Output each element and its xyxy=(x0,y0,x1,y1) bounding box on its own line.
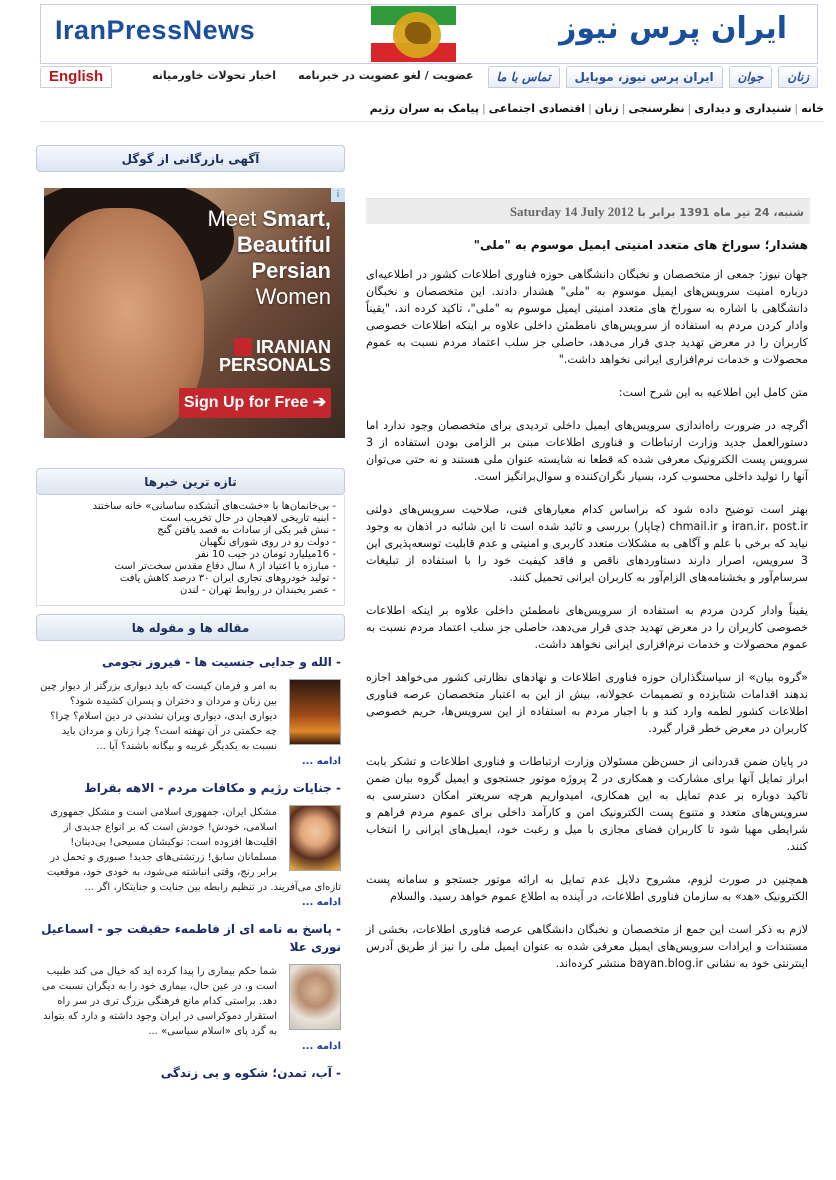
ads-header: آگهی بازرگانی از گوگل xyxy=(36,145,345,172)
article-paragraph: متن کامل این اطلاعیه به این شرح است: xyxy=(618,386,808,399)
category-audio-video[interactable]: شنیداری و دیداری xyxy=(694,102,792,115)
category-polls[interactable]: نظرسنجی xyxy=(628,102,685,115)
articles-header: مقاله ها و مقوله ها xyxy=(36,614,345,641)
lion-and-sun-flag-icon xyxy=(371,6,456,62)
main-article xyxy=(366,198,810,988)
read-more-link[interactable]: ادامه ... xyxy=(301,756,341,767)
sidebar xyxy=(36,145,345,1090)
news-link[interactable]: - بی‌خانمان‌ها با «خشت‌های آتشکده ساسانی» خانه ساختند xyxy=(92,501,336,512)
article-paragraph: بهتر است توضیح داده شود که براساس کدام معیارهای فنی، صلاحیت سرویس‌های دولتی iran.ir، post.ir و chmail.ir (چاپار) بررسی و تائید شده است تا این شائبه در اذهان به وجود نیاید که برخی با علم و آگاهی به مشکلات متعدد کاربری و امنیتی و عدم قابلیت توسعه‌پذیری این 3 سرویس، اصرار دارند دستاوردهای ناقص و فاقد کیفیت خود را با استفاده از تبلیغات سرسام‌آور و بخشنامه‌های الزام‌آور به کاربران ایرانی تحمیل کنند. xyxy=(366,503,808,584)
site-logo-english[interactable]: IranPressNews xyxy=(55,15,256,45)
article-date-persian: شنبه، 24 تیر ماه 1391 برابر با xyxy=(637,206,804,219)
tab-women[interactable]: زنان xyxy=(778,66,818,88)
article-date xyxy=(366,198,810,224)
site-logo-persian[interactable]: ایران پرس نیوز xyxy=(559,11,787,46)
newsletter-subscribe-link[interactable]: عضویت / لغو عضویت در خبرنامه xyxy=(290,66,481,88)
tab-english[interactable]: English xyxy=(40,66,112,88)
article-item-excerpt: به امر و فرمان کیست که باید دیواری بزرگتر از دیوار چین بین زنان و مردان و دختران و پسران کشیده شود؟ دیواری ابدی، دیواری ویران نشدنی در دین اسلام؟ چرا؟ چه حکمتی در آن نهفته است؟ چرا زنان و مردان باید نسبت به یکدیگر غریبه و بیگانه باشند؟ آیا ... xyxy=(40,681,277,752)
article-item xyxy=(36,653,345,767)
heart-icon xyxy=(234,338,252,356)
ad-line-4: Women xyxy=(255,284,331,309)
category-bar: خانه|شنیداری و دیداری|نظرسنجی|زنان|اقتصادی اجتماعی|پیامک به سران رژیم xyxy=(40,102,824,122)
article-date-english: Saturday 14 July 2012 xyxy=(509,204,634,219)
latest-news-section xyxy=(36,468,345,606)
article-paragraph: لازم به ذکر است این جمع از متخصصان و نخبگان دانشگاهی عرصه فناوری اطلاعات، بخشی از مستندات و ایرادات سرویس‌های ایمیل معرفی شده به عنوان ایمیل ملی را نیز از طریق آدرس اینترنتی خود به نشانی bayan.blog.ir منتشر کرده‌اند. xyxy=(366,923,808,970)
ad-signup-button[interactable]: Sign Up for Free ➔ xyxy=(179,388,331,418)
news-link[interactable]: - نبش قبر یکی از سادات به قصد یافتن گنج xyxy=(157,525,336,536)
latest-news-header: تازه ترین خبرها xyxy=(36,468,345,495)
article-title: هشدار؛ سوراخ های متعدد امنیتی ایمیل موسوم به "ملی" xyxy=(473,238,808,252)
article-item-title[interactable]: - الله و جدایی جنسیت ها - فیروز نجومی xyxy=(102,655,341,669)
ad-line-2: Beautiful xyxy=(236,232,331,257)
article-item xyxy=(36,1064,345,1082)
article-paragraph: یقیناً وادار کردن مردم به استفاده از سرویس‌های نامطمئن داخلی علاوه بر اینکه اطلاعات خصوصی کاربران را در معرض تهدید جدی قرار می‌دهد، حاصلی جز سلب اعتماد مردم نسبت به عموم محصولات و خدمات نرم‌افزاری ایرانی نخواهد داشت. xyxy=(366,604,808,651)
site-header xyxy=(40,4,818,64)
article-item-title[interactable]: - جنایات رژیم و مکافات مردم - الاهه بقراط xyxy=(84,781,341,795)
ad-brand-1: IRANIAN xyxy=(256,337,331,357)
article-item-excerpt: شما حکم بیماری را پیدا کرده اید که خیال می کند طبیب است و، در عین حال، بیماری خود را به دیگران نسبت می دهد. براستی کدام مانع فرهنگی بزرگ تری در سر راه استقرار دموکراسی در ایران وجود داشته و دارد که بتواند به گرد پای «اسلام سیاسی» ... xyxy=(41,966,277,1037)
middle-east-news-link[interactable]: اخبار تحولات خاورمیانه xyxy=(144,66,284,88)
articles-section xyxy=(36,614,345,1082)
article-item xyxy=(36,779,345,908)
category-sms-to-leaders[interactable]: پیامک به سران رژیم xyxy=(369,102,480,115)
category-socioeconomic[interactable]: اقتصادی اجتماعی xyxy=(488,102,586,115)
ad-line-1: Meet xyxy=(207,206,257,231)
author-photo xyxy=(289,679,341,745)
article-paragraph: همچنین در صورت لزوم، مشروح دلایل عدم تمایل به ارائه موتور جستجو و سامانه پست الکترونیک «هد» به سازمان فناوری اطلاعات، در آینده به اطلاع عموم خواهد رسید. والسلام xyxy=(366,873,808,903)
news-link[interactable]: - 16میلیارد تومان در جیب 10 نفر xyxy=(195,549,336,560)
read-more-link[interactable]: ادامه ... xyxy=(301,897,341,908)
latest-news-list xyxy=(36,495,345,606)
article-item-title[interactable]: - آب، تمدن؛ شکوه و بی زندگی xyxy=(160,1066,341,1080)
category-home[interactable]: خانه xyxy=(801,102,824,115)
author-photo xyxy=(289,964,341,1030)
article-paragraph: در پایان ضمن قدردانی از حسن‌ظن مسئولان وزارت ارتباطات و فناوری اطلاعات و تشکر بابت ابراز تمایل آنها برای مشارکت و همکاری در 2 پروژه موتور جستجوی و ایمیل گروه بیان ضمن تاکید دوباره بر عدم تمایل به این همکاری، امیدواریم هرچه سریعتر امکان دسترسی به سرویس‌های متعدد و متنوع پست الکترونیک امن و کارآمد داخلی برای عموم مردم فراهم و شرایطی مهیا شود تا کاربران فضای مجازی با میل و رغبت خود، ایمیل‌های ایرانی را انتخاب کنند. xyxy=(366,755,808,853)
ad-choices-icon[interactable]: i xyxy=(331,188,345,202)
article-item-excerpt: مشکل ایران، جمهوری اسلامی است و مشکل جمهوری اسلامی، خودش! خودش است که بر انواع جدیدی از اقلیت‌ها افزوده است: نوکیشان مسیحی! بی‌دینان! مسلمانان سابق! زرتشتی‌های جدید! صبوری و تحمل در برابر رنج، وقتی انباشته می‌شود، به خودی خود، موقعیت تازه‌ای می‌آفریند. در تنظیم رابطه بین جنایت و جنایتکار، اگر ... xyxy=(46,807,341,893)
tab-youth[interactable]: جوان xyxy=(729,66,773,88)
article-paragraph: «گروه بیان» از سیاستگذاران حوزه فناوری اطلاعات و نهادهای نظارتی کشور می‌خواهد اجازه ندهند اقدامات شتابزده و تصمیمات عجولانه، بیش از این به اعتبار متخصصان عرصه فناوری اطلاعات کشور لطمه وارد کند و با اجبار مردم به استفاده از این سرویس‌ها، حریم خصوصی کاربران در معرض خطر قرار گیرد. xyxy=(366,671,808,735)
article-body xyxy=(366,266,810,972)
news-link[interactable]: - تولید خودروهای تجاری ایران ۳۰ درصد کاهش یافت xyxy=(119,573,336,584)
news-link[interactable]: - عصر یخبندان در روابط تهران - لندن xyxy=(180,585,336,596)
news-link[interactable]: - مبارزه با اعتیاد از ۸ سال دفاع مقدس سخت‌تر است xyxy=(114,561,336,572)
news-link[interactable]: - دولت رو در روی شورای نگهبان xyxy=(199,537,336,548)
ad-brand xyxy=(219,338,331,374)
tab-contact[interactable]: تماس با ما xyxy=(488,66,560,88)
ad-brand-2: PERSONALS xyxy=(218,355,331,375)
ad-headline xyxy=(207,206,331,310)
advertisement-banner[interactable] xyxy=(44,188,345,438)
article-item-title[interactable]: - پاسخ به نامه ای از فاطمه‌ء حقیقت جو - اسماعیل نوری علا xyxy=(41,922,341,954)
news-link[interactable]: - ابنیه تاریخی لاهیجان در حال تخریب است xyxy=(159,513,336,524)
read-more-link[interactable]: ادامه ... xyxy=(301,1041,341,1052)
tab-mobile[interactable]: ایران پرس نیوز، موبایل xyxy=(566,66,723,88)
article-item xyxy=(36,920,345,1052)
author-photo xyxy=(289,805,341,871)
article-paragraph: جهان نیوز: جمعی از متخصصان و نخبگان دانشگاهی حوزه فناوری اطلاعات کشور در اطلاعیه‌ای درباره امنیت سرویس‌های ایمیل موسوم به "ملی" هشدار دادند. این متخصصان و نخبگان دانشگاهی با اشاره به سوراخ های متعدد امنیتی ایمیل موسوم به "ملی"، تاکید کرده اند، "یقیناً وادار کردن مردم به استفاده از سرویس‌های نامطمئن داخلی علاوه بر اینکه اطلاعات خصوصی کاربران را در معرض تهدید جدی قرار می‌دهد، حاصلی جز سلب اعتماد مردم نسبت به عموم محصولات و خدمات نرم‌افزاری ایرانی نخواهد داشت." xyxy=(366,268,808,366)
top-navigation xyxy=(40,66,818,88)
ad-line-1b: Smart, xyxy=(262,206,331,231)
article-paragraph: اگرچه در ضرورت راه‌اندازی سرویس‌های ایمیل داخلی تردیدی برای متخصصان وجود ندارد اما دستورالعمل جدید وزارت ارتباطات و فناوری اطلاعات مبنی بر الزامی بودن استفاده از 3 سرویس پست الکترونیک معرفی شده که قطعا نه شایسته عنوان ملی هستند و نه حتی می‌توان آنها را تولید داخلی محسوب کرد، بسیار نگران‌کننده و سوال‌برانگیز است. xyxy=(366,419,808,483)
category-women[interactable]: زنان xyxy=(594,102,619,115)
ad-line-3: Persian xyxy=(251,258,331,283)
